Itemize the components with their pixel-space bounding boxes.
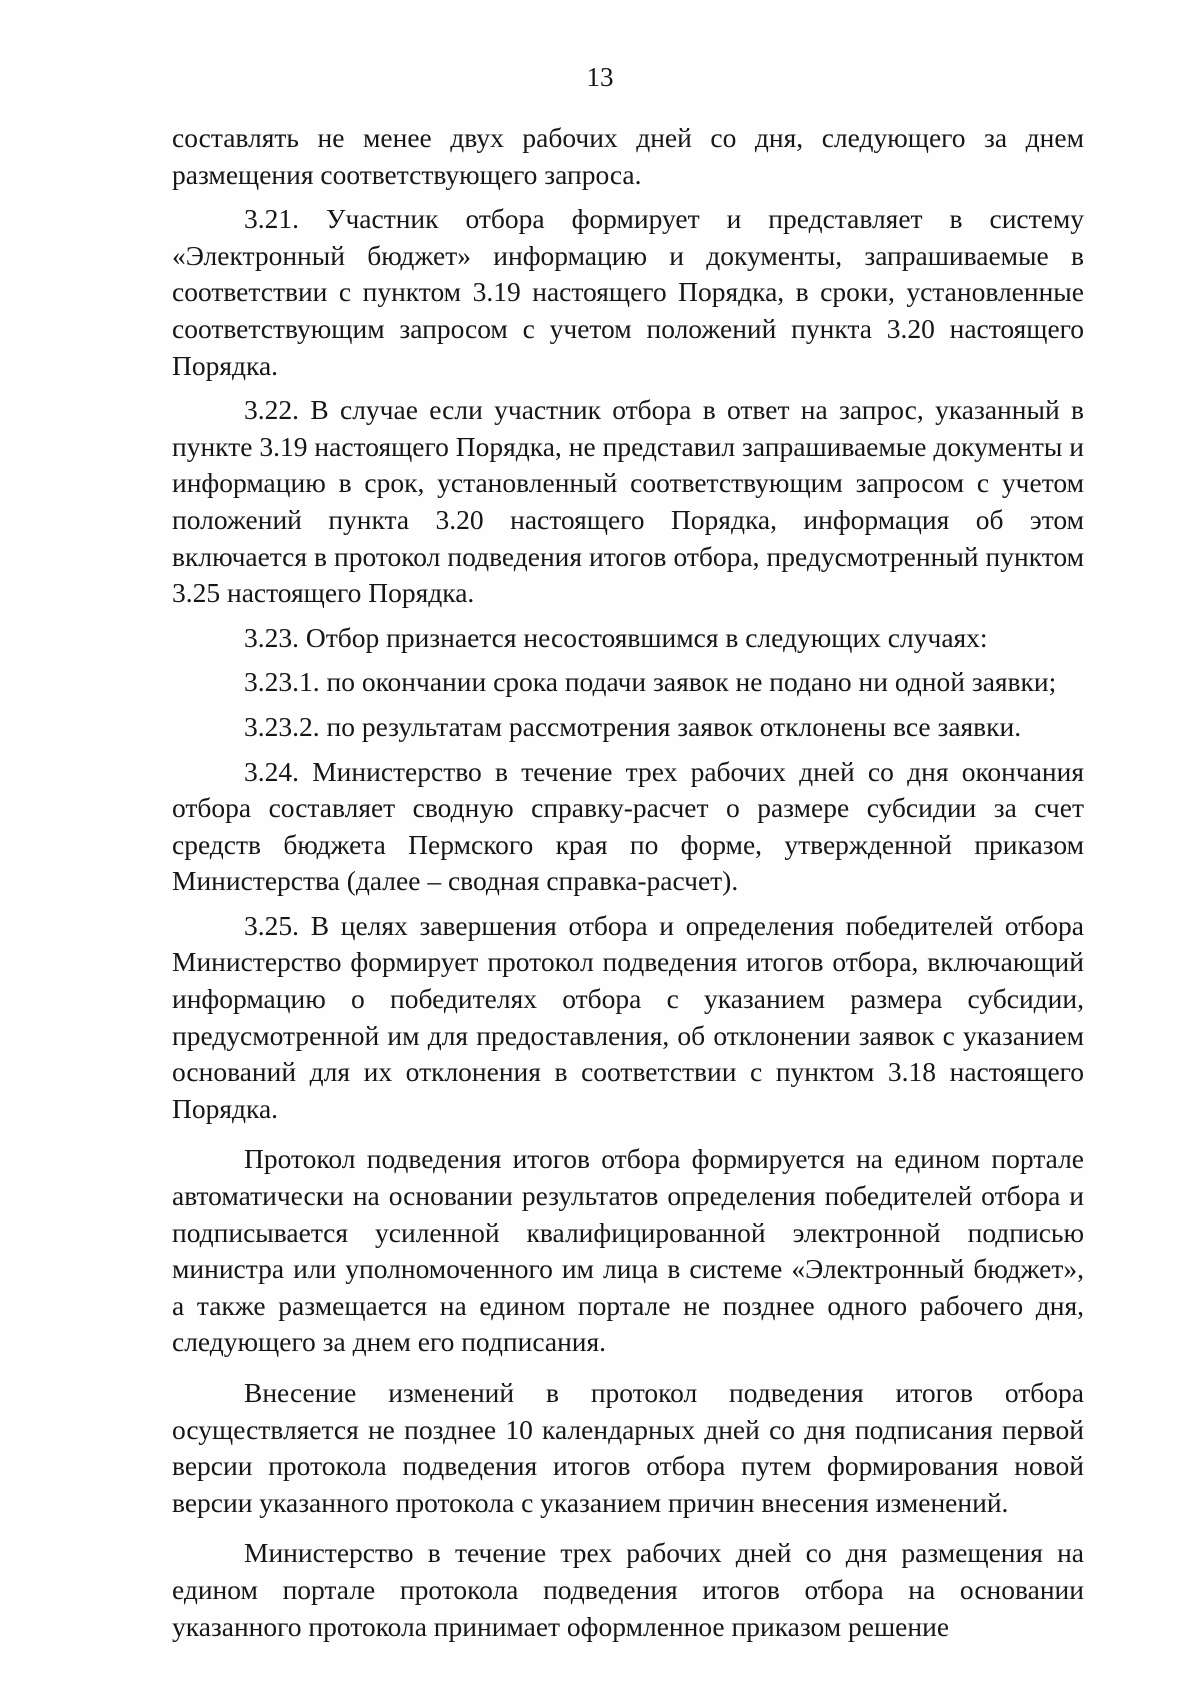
paragraph-3-25: 3.25. В целях завершения отбора и определения победителей отбора Министерство формирует протокол подведения итогов отбора, включающий информацию о победителях отбора с указанием размера субсидии, предусмотренной им для предоставления, об отклонении заявок с указанием оснований для их отклонения в соответствии с пунктом 3.18 настоящего Порядка. (172, 909, 1084, 1124)
paragraph-3-23: 3.23. Отбор признается несостоявшимся в следующих случаях: (244, 621, 988, 653)
page-number: 13 (586, 62, 614, 92)
paragraph-protocol-formation: Протокол подведения итогов отбора формируется на едином портале автоматически на основании результатов определения победителей отбора и подписывается усиленной квалифицированной электронной подписью министра или уполномоченного им лица в системе «Электронный бюджет», а также размещается на едином портале не позднее одного рабочего дня, следующего за днем его подписания. (172, 1143, 1084, 1358)
document-body (172, 120, 1084, 1645)
paragraph-protocol-changes: Внесение изменений в протокол подведения итогов отбора осуществляется не позднее 10 календарных дней со дня подписания первой версии протокола подведения итогов отбора путем формирования новой версии указанного протокола с указанием причин внесения изменений. (172, 1377, 1084, 1518)
paragraph-ministry-decision: Министерство в течение трех рабочих дней со дня размещения на едином портале протокола подведения итогов отбора на основании указанного протокола принимает оформленное приказом решение (172, 1537, 1084, 1642)
paragraph-continuation: составлять не менее двух рабочих дней со дня, следующего за днем размещения соответствующего запроса. (172, 122, 1084, 190)
paragraph-3-21: 3.21. Участник отбора формирует и представляет в систему «Электронный бюджет» информацию и документы, запрашиваемые в соответствии с пунктом 3.19 настоящего Порядка, в сроки, установленные соответствующим запросом с учетом положений пункта 3.20 настоящего Порядка. (172, 203, 1084, 381)
paragraph-3-22: 3.22. В случае если участник отбора в ответ на запрос, указанный в пункте 3.19 настоящего Порядка, не представил запрашиваемые документы и информацию в срок, установленный соответствующим запросом с учетом положений пункта 3.20 настоящего Порядка, информация об этом включается в протокол подведения итогов отбора, предусмотренный пунктом 3.25 настоящего Порядка. (172, 394, 1084, 609)
paragraph-3-23-2: 3.23.2. по результатам рассмотрения заявок отклонены все заявки. (244, 710, 1022, 742)
paragraph-3-23-1: 3.23.1. по окончании срока подачи заявок не подано ни одной заявки; (244, 666, 1057, 698)
paragraph-3-24: 3.24. Министерство в течение трех рабочих дней со дня окончания отбора составляет сводную справку-расчет о размере субсидии за счет средств бюджета Пермского края по форме, утвержденной приказом Министерства (далее – сводная справка-расчет). (172, 755, 1084, 897)
